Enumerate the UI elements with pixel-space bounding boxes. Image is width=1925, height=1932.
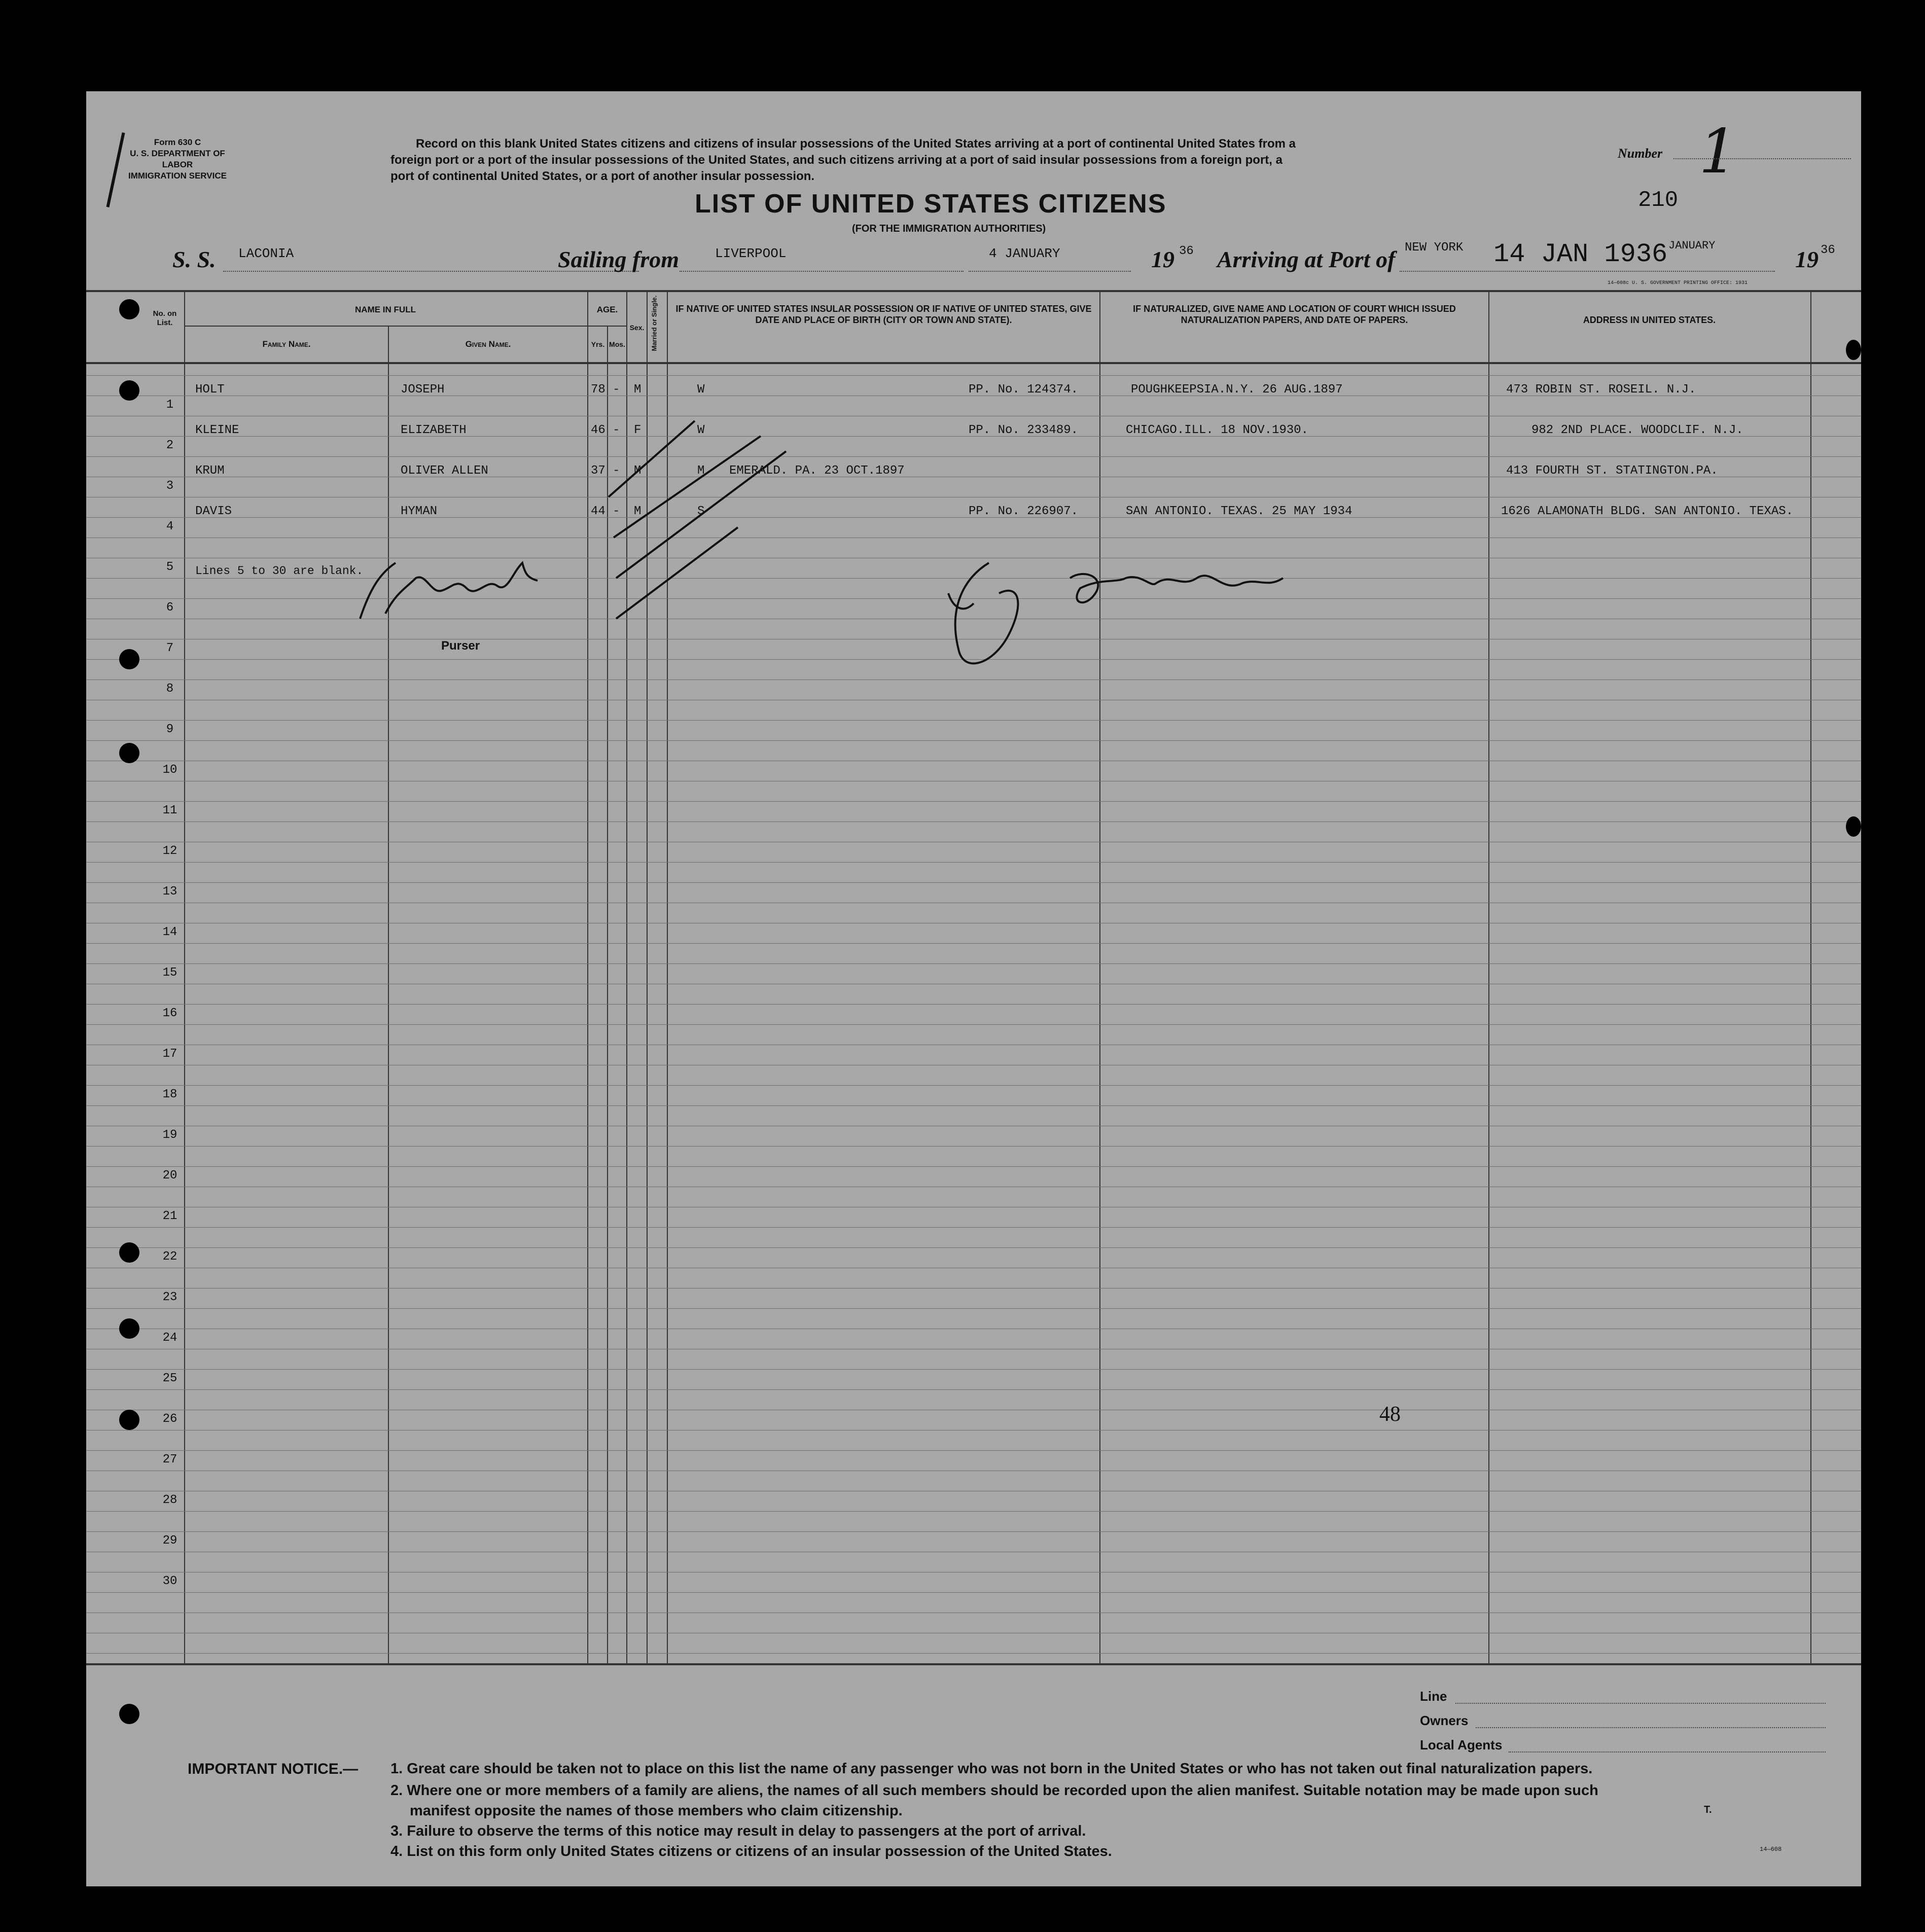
row-number: 27 [162, 1453, 177, 1466]
col-header-native: IF NATIVE OF UNITED STATES INSULAR POSSESSION OR IF NATIVE OF UNITED STATES, GIVE DATE AND PLACE OF BIRTH (CITY OR TOWN AND STATE). [675, 304, 1092, 325]
stamp-number: 210 [1638, 188, 1679, 213]
pencil-mark [106, 132, 125, 207]
row-number: 20 [162, 1169, 177, 1183]
name-subheader-rule [185, 326, 588, 327]
given-name-cell: JOSEPH [401, 383, 445, 397]
ruled-line [86, 821, 1861, 822]
ruled-line [86, 963, 1861, 964]
ruled-line [86, 1531, 1861, 1532]
col-header-family-name: Family Name. [262, 339, 311, 349]
given-name-cell: OLIVER ALLEN [401, 464, 488, 478]
ruled-line [86, 882, 1861, 883]
check-marks [593, 396, 847, 634]
ruled-line [86, 1389, 1861, 1390]
naturalization-cell: CHICAGO.ILL. 18 NOV.1930. [1126, 423, 1309, 437]
arrival-month: JANUARY [1668, 239, 1716, 252]
age-months-cell: - [613, 464, 620, 478]
punch-hole [119, 743, 139, 763]
col-header-name-in-full: NAME IN FULL [355, 305, 416, 314]
row-number: 1 [166, 398, 174, 412]
footer-line-label: Line [1420, 1689, 1447, 1704]
age-years-cell: 44 [591, 505, 605, 518]
given-name-cell: HYMAN [401, 505, 438, 518]
col-header-naturalized: IF NATURALIZED, GIVE NAME AND LOCATION OF COURT WHICH ISSUED NATURALIZATION PAPERS, AND DATE OF PAPERS. [1133, 304, 1456, 325]
footer-form-code: 14—608 [1760, 1846, 1782, 1853]
col-header-age: AGE. [596, 305, 618, 314]
instruction-text [390, 136, 1296, 185]
row-number: 19 [162, 1128, 177, 1142]
marital-status-cell: S [697, 505, 705, 518]
row-number: 8 [166, 682, 174, 696]
sailing-year-prefix: 19 [1151, 246, 1174, 272]
row-number: 13 [162, 885, 177, 899]
row-number: 4 [166, 520, 174, 533]
ruled-line [86, 1511, 1861, 1512]
blank-lines-note: Lines 5 to 30 are blank. [195, 564, 364, 578]
row-number: 5 [166, 560, 174, 574]
footer-line-underline [1455, 1703, 1826, 1704]
family-name-cell: DAVIS [195, 505, 232, 518]
age-months-cell: - [613, 383, 620, 397]
age-years-cell: 37 [591, 464, 605, 478]
age-years-cell: 78 [591, 383, 605, 397]
punch-hole [119, 1242, 139, 1263]
ruled-line [86, 801, 1861, 802]
ruled-line [86, 1166, 1861, 1167]
age-months-cell: - [613, 423, 620, 437]
arriving-label: Arriving at Port of [1217, 246, 1396, 272]
col-header-married: Married or Single. [650, 295, 658, 351]
row-number: 28 [162, 1493, 177, 1507]
ruled-line [86, 1105, 1861, 1106]
purser-signature [340, 543, 543, 634]
number-value: 1 [1699, 117, 1738, 187]
ruled-line [86, 1288, 1861, 1289]
punch-hole [119, 299, 139, 319]
sailing-date: 4 JANUARY [989, 246, 1060, 261]
naturalization-cell: POUGHKEEPSIA.N.Y. 26 AUG.1897 [1131, 383, 1343, 397]
header-bottom-rule [86, 362, 1861, 364]
row-number: 23 [162, 1291, 177, 1304]
footer-owners-label: Owners [1420, 1713, 1469, 1728]
arrival-stamp: 14 JAN 1936 [1493, 239, 1668, 269]
sailing-date-underline [969, 271, 1131, 272]
punch-hole [119, 1410, 139, 1430]
given-name-cell: ELIZABETH [401, 423, 467, 437]
instruction-line-2: foreign port or a port of the insular possessions of the United States, and such citizens arriving at a port of said insular possessions from a foreign port, a [390, 153, 1282, 167]
ruled-line [86, 1369, 1861, 1370]
notice-item-4: 4. List on this form only United States citizens or citizens of an insular possession of the United States. [390, 1843, 1112, 1859]
punch-hole [1846, 816, 1861, 837]
table-top-rule [86, 290, 1861, 292]
birth-place-cell: EMERALD. PA. 23 OCT.1897 [729, 464, 905, 478]
ruled-line [86, 1247, 1861, 1248]
address-cell: 982 2ND PLACE. WOODCLIF. N.J. [1531, 423, 1743, 437]
ruled-line [86, 1146, 1861, 1147]
row-number: 18 [162, 1088, 177, 1101]
footer-agents-underline [1509, 1751, 1826, 1752]
row-number: 29 [162, 1534, 177, 1548]
col-header-sex: Sex. [629, 324, 645, 332]
arrival-year-prefix: 19 [1795, 246, 1819, 272]
col-header-yrs: Yrs. [591, 340, 605, 348]
row-number: 17 [162, 1047, 177, 1061]
row-number: 7 [166, 641, 174, 655]
sailing-port: LIVERPOOL [715, 246, 787, 261]
sex-cell: F [634, 423, 641, 437]
ruled-line [86, 375, 1861, 376]
arrival-year: 36 [1821, 243, 1835, 257]
row-number: 24 [162, 1331, 177, 1345]
address-cell: 413 FOURTH ST. STATINGTON.PA. [1506, 464, 1718, 478]
punch-hole [119, 649, 139, 669]
page-title: LIST OF UNITED STATES CITIZENS [695, 189, 1167, 219]
row-number: 15 [162, 966, 177, 980]
notice-item-3: 3. Failure to observe the terms of this notice may result in delay to passengers at the port of arrival. [390, 1823, 1086, 1839]
ship-name: LACONIA [238, 246, 294, 261]
arrival-port: NEW YORK [1405, 241, 1464, 255]
row-number: 30 [162, 1575, 177, 1588]
ruled-line [86, 1653, 1861, 1654]
page-number: 48 [1379, 1403, 1401, 1426]
passport-cell: PP. No. 226907. [969, 505, 1079, 518]
row-number: 2 [166, 439, 174, 452]
age-years-cell: 46 [591, 423, 605, 437]
punch-hole [119, 1704, 139, 1724]
sex-cell: M [634, 505, 641, 518]
notice-item-2-cont: manifest opposite the names of those members who claim citizenship. [410, 1803, 903, 1819]
sailing-label: Sailing from [558, 246, 680, 272]
row-number: 12 [162, 844, 177, 858]
col-header-address: ADDRESS IN UNITED STATES. [1583, 315, 1716, 325]
form-id-block [127, 137, 228, 182]
inspector-signature [918, 548, 1303, 679]
passport-cell: PP. No. 124374. [969, 383, 1079, 397]
row-number: 11 [162, 804, 177, 817]
table-bottom-rule [86, 1663, 1861, 1665]
ruled-line [86, 1308, 1861, 1309]
ruled-line [86, 862, 1861, 863]
instruction-line-1: Record on this blank United States citizens and citizens of insular possessions of the United States arriving at a port of continental United States from a [416, 137, 1296, 151]
purser-label: Purser [441, 639, 480, 653]
form-sheet [86, 91, 1861, 1886]
row-number: 14 [162, 925, 177, 939]
service-name: IMMIGRATION SERVICE [128, 171, 227, 181]
print-code: 14—608c U. S. GOVERNMENT PRINTING OFFICE: 1931 [1608, 280, 1748, 286]
department-name: U. S. DEPARTMENT OF LABOR [130, 149, 225, 169]
col-header-no: No. on List. [153, 309, 177, 327]
marital-status-cell: W [697, 423, 705, 437]
ss-label: S. S. [172, 246, 216, 272]
address-cell: 1626 ALAMONATH BLDG. SAN ANTONIO. TEXAS. [1501, 505, 1794, 518]
row-number: 10 [162, 763, 177, 777]
footer-agents-label: Local Agents [1420, 1737, 1503, 1752]
ruled-line [86, 720, 1861, 721]
row-number: 6 [166, 601, 174, 615]
instruction-line-3: port of continental United States, or a port of another insular possession. [390, 169, 815, 183]
number-label: Number [1618, 146, 1663, 161]
row-number: 3 [166, 479, 174, 493]
age-months-cell: - [613, 505, 620, 518]
row-number: 25 [162, 1372, 177, 1385]
family-name-cell: HOLT [195, 383, 225, 397]
footer-owners-underline [1476, 1727, 1826, 1728]
passport-cell: PP. No. 233489. [969, 423, 1079, 437]
punch-hole [119, 1318, 139, 1339]
row-number: 21 [162, 1209, 177, 1223]
address-cell: 473 ROBIN ST. ROSEIL. N.J. [1506, 383, 1696, 397]
ruled-line [86, 943, 1861, 944]
ruled-line [86, 1024, 1861, 1025]
notice-corner-mark: T. [1704, 1804, 1712, 1815]
col-header-mos: Mos. [609, 340, 625, 348]
ruled-line [86, 1004, 1861, 1005]
row-number: 26 [162, 1412, 177, 1426]
row-number: 9 [166, 723, 174, 736]
marital-status-cell: W [697, 383, 705, 397]
sex-cell: M [634, 464, 641, 478]
notice-item-2: 2. Where one or more members of a family are aliens, the names of all such members should be recorded upon the alien manifest. Suitable notation may be made upon such [390, 1782, 1598, 1799]
ruled-line [86, 1227, 1861, 1228]
naturalization-cell: SAN ANTONIO. TEXAS. 25 MAY 1934 [1126, 505, 1352, 518]
family-name-cell: KLEINE [195, 423, 239, 437]
row-number: 16 [162, 1007, 177, 1020]
punch-hole [119, 380, 139, 401]
form-number: Form 630 C [154, 137, 201, 147]
col-divider-family [388, 326, 389, 1664]
ruled-line [86, 1592, 1861, 1593]
sailing-year: 36 [1179, 244, 1194, 258]
sex-cell: M [634, 383, 641, 397]
notice-item-1: 1. Great care should be taken not to place on this list the name of any passenger who was not born in the United States or who has not taken out final naturalization papers. [390, 1761, 1593, 1777]
ruled-line [86, 1450, 1861, 1451]
page-subtitle: (FOR THE IMMIGRATION AUTHORITIES) [852, 223, 1046, 234]
ruled-line [86, 456, 1861, 457]
punch-hole [1846, 340, 1861, 360]
arrival-underline [1400, 271, 1775, 272]
row-number: 22 [162, 1250, 177, 1264]
ruled-line [86, 740, 1861, 741]
notice-heading: IMPORTANT NOTICE.— [188, 1761, 359, 1777]
marital-status-cell: M [697, 464, 705, 478]
family-name-cell: KRUM [195, 464, 225, 478]
ruled-line [86, 1085, 1861, 1086]
ruled-line [86, 679, 1861, 680]
number-underline [1673, 158, 1851, 159]
sailing-port-underline [680, 271, 964, 272]
col-header-given-name: Given Name. [465, 339, 511, 349]
